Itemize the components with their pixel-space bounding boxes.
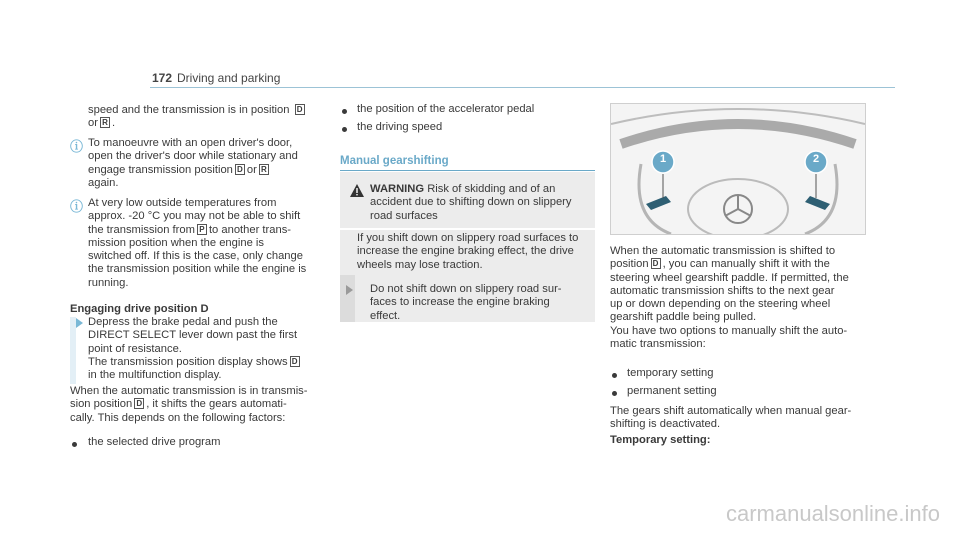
subheading-temporary-setting: Temporary setting: <box>610 434 711 446</box>
info2-line <box>88 224 306 237</box>
key-d-icon: D <box>295 104 305 115</box>
step-line: Depress the brake pedal and push the <box>88 316 278 328</box>
step-arrow-icon <box>76 318 83 328</box>
warning-divider <box>340 228 595 230</box>
text-span: to another trans- <box>208 223 292 236</box>
text-span: speed and the transmission is in position <box>88 104 290 116</box>
key-d-icon: D <box>134 398 144 409</box>
info-note-2 <box>88 197 306 290</box>
para-line: cally. This depends on the following factors: <box>70 411 286 424</box>
text-span: position <box>610 258 649 271</box>
watermark-text: carmanualsonline.info <box>725 501 940 526</box>
info2-line: mission position when the engine is <box>88 236 264 249</box>
bullet-item: temporary setting <box>627 367 714 379</box>
para-line: up or down depending on the steering wheel <box>610 298 831 311</box>
warning-label: WARNING <box>370 183 425 195</box>
para-line <box>610 258 849 271</box>
section-rule <box>340 170 595 171</box>
callout-2: 2 <box>812 153 820 165</box>
bullet-item: the selected drive program <box>88 436 221 448</box>
para-line: The gears shift automatically when manual gear- <box>610 405 852 417</box>
warning-line <box>370 183 572 196</box>
info2-line: approx. -20 °C you may not be able to shift <box>88 210 301 223</box>
section-title-manual-gearshifting: Manual gearshifting <box>340 155 449 167</box>
bullet-icon <box>612 373 617 378</box>
info2-line: At very low outside temperatures from <box>88 197 277 209</box>
key-d-icon: D <box>651 258 661 269</box>
key-d-icon: D <box>290 356 300 367</box>
step-line: DIRECT SELECT lever down past the first <box>88 329 298 342</box>
warning-body-line: If you shift down on slippery road surfaces to <box>357 232 579 244</box>
warning-step <box>370 283 562 323</box>
callout-1: 1 <box>659 153 667 165</box>
text-span: The transmission position display shows <box>88 355 288 368</box>
warning-body <box>357 232 578 272</box>
step-engage-d <box>88 316 302 382</box>
step-line: point of resistance. <box>88 342 182 355</box>
warning-body-line: wheels may lose traction. <box>357 258 483 271</box>
para-line: When the automatic transmission is in transmis- <box>70 385 308 397</box>
warning-line: road surfaces <box>370 209 438 222</box>
text-span: , you can manually shift it with the <box>662 258 830 271</box>
page-header-title: Driving and parking <box>177 71 281 85</box>
warning-body-line: increase the engine braking effect, the drive <box>357 245 574 258</box>
bullet-icon <box>342 127 347 132</box>
para-line: matic transmission: <box>610 338 706 351</box>
para-line <box>70 398 308 411</box>
section-heading-engaging-d: Engaging drive position D <box>70 303 209 315</box>
text-span: Risk of skidding and of an <box>427 183 556 195</box>
info1-line: open the driver's door while stationary and <box>88 150 298 163</box>
paragraph-auto-shift <box>70 385 308 425</box>
col1-line1 <box>88 104 307 117</box>
text-span: or <box>88 117 98 129</box>
warning-line: accident due to shifting down on slippery <box>370 196 572 209</box>
step-line: in the multifunction display. <box>88 369 222 382</box>
steering-wheel-drawing <box>611 104 865 234</box>
info1-line: To manoeuvre with an open driver's door, <box>88 137 293 149</box>
para-line: shifting is deactivated. <box>610 418 721 431</box>
para-line: steering wheel gearshift paddle. If permitted, the <box>610 271 849 284</box>
key-d-icon: D <box>235 164 245 175</box>
info-icon: ⓘ <box>70 199 84 214</box>
info-note-1 <box>88 137 298 190</box>
warning-step-line: effect. <box>370 309 401 322</box>
info2-line: the transmission position while the engine is <box>88 263 307 276</box>
header-rule <box>150 87 895 88</box>
info2-line: switched off. If this is the case, only change <box>88 250 303 263</box>
text-span: the transmission from <box>88 223 195 236</box>
bullet-item: permanent setting <box>627 385 717 397</box>
step-line <box>88 356 302 369</box>
bullet-item: the position of the accelerator pedal <box>357 103 535 115</box>
text-span: , it shifts the gears automati- <box>146 398 287 411</box>
warning-step-line: faces to increase the engine braking <box>370 296 550 309</box>
para-line: You have two options to manually shift the auto- <box>610 324 848 337</box>
para-line: automatic transmission shifts to the next gear <box>610 284 835 297</box>
text-span: engage transmission position <box>88 163 233 176</box>
bullet-icon <box>612 391 617 396</box>
info1-line: again. <box>88 176 119 189</box>
warning-heading <box>370 183 572 223</box>
bullet-item: the driving speed <box>357 121 443 133</box>
bullet-icon <box>72 442 77 447</box>
text-span: sion position <box>70 398 133 411</box>
info1-line <box>88 164 298 177</box>
steering-wheel-illustration <box>610 103 866 235</box>
key-r-icon: R <box>259 164 269 175</box>
paragraph-deactivated <box>610 405 851 432</box>
warning-step-bar <box>340 275 355 322</box>
key-p-icon: P <box>197 224 207 235</box>
info-icon: ⓘ <box>70 139 84 154</box>
bullet-icon <box>342 109 347 114</box>
info2-line: running. <box>88 276 129 289</box>
warning-step-line: Do not shift down on slippery road sur- <box>370 283 562 295</box>
para-line: When the automatic transmission is shifted to <box>610 245 836 257</box>
col1-line2: or R . <box>88 117 116 129</box>
page-number: 172 <box>152 71 173 85</box>
paragraph-manual-shift <box>610 245 849 351</box>
step-arrow-icon <box>346 285 353 295</box>
warning-icon <box>350 184 364 202</box>
key-r-icon: R <box>100 117 110 128</box>
para-line: gearshift paddle being pulled. <box>610 311 757 324</box>
text-span: or <box>246 163 257 176</box>
